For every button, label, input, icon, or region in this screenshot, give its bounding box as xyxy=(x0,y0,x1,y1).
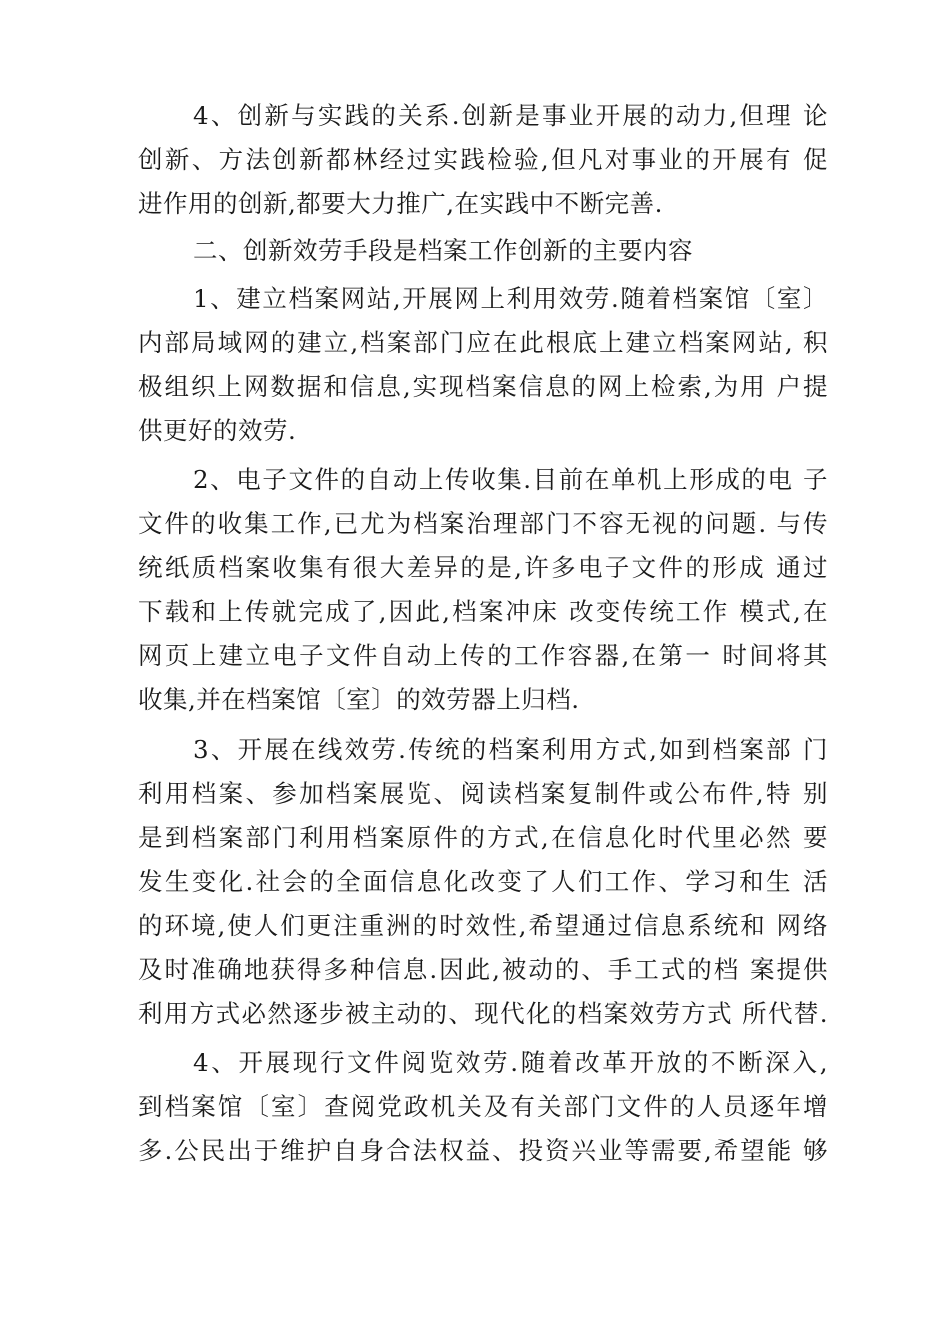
text-line: 文件的收集工作,已尤为档案治理部门不容无视的问题. 与传 xyxy=(138,509,828,538)
text-line: 进作用的创新,都要大力推广,在实践中不断完善. xyxy=(138,189,663,218)
text-line: 到档案馆〔室〕查阅党政机关及有关部门文件的人员逐年增 xyxy=(138,1092,828,1121)
text-line: 2、电子文件的自动上传收集.目前在单机上形成的电 子 xyxy=(193,465,828,494)
text-line: 4、创新与实践的关系.创新是事业开展的动力,但理 论 xyxy=(193,101,828,130)
text-line: 1、建立档案网站,开展网上利用效劳.随着档案馆〔室〕 xyxy=(193,284,828,313)
text-line: 下载和上传就完成了,因此,档案冲床 改变传统工作 模式,在 xyxy=(138,597,828,626)
text-line: 4、开展现行文件阅览效劳.随着改革开放的不断深入, xyxy=(193,1048,828,1077)
text-line: 网页上建立电子文件自动上传的工作容器,在第一 时间将其 xyxy=(138,641,828,670)
text-line: 的环境,使人们更注重洲的时效性,希望通过信息系统和 网络 xyxy=(138,911,828,940)
text-line: 收集,并在档案馆〔室〕的效劳器上归档. xyxy=(138,685,580,714)
text-line: 统纸质档案收集有很大差异的是,许多电子文件的形成 通过 xyxy=(138,553,828,582)
text-line: 3、开展在线效劳.传统的档案利用方式,如到档案部 门 xyxy=(193,735,828,764)
text-line: 内部局域网的建立,档案部门应在此根底上建立档案网站, 积 xyxy=(138,328,828,357)
text-line: 供更好的效劳. xyxy=(138,416,297,445)
text-line: 极组织上网数据和信息,实现档案信息的网上检索,为用 户提 xyxy=(138,372,828,401)
text-line: 发生变化.社会的全面信息化改变了人们工作、学习和生 活 xyxy=(138,867,828,896)
text-line: 利用档案、参加档案展览、阅读档案复制件或公布件,特 别 xyxy=(138,779,828,808)
text-line: 多.公民出于维护自身合法权益、投资兴业等需要,希望能 够 xyxy=(138,1136,828,1165)
section-heading: 二、创新效劳手段是档案工作创新的主要内容 xyxy=(193,236,693,265)
text-line: 及时准确地获得多种信息.因此,被动的、手工式的档 案提供 xyxy=(138,955,828,984)
text-line: 创新、方法创新都林经过实践检验,但凡对事业的开展有 促 xyxy=(138,145,828,174)
text-line: 是到档案部门利用档案原件的方式,在信息化时代里必然 要 xyxy=(138,823,828,852)
text-line: 利用方式必然逐步被主动的、现代化的档案效劳方式 所代替. xyxy=(138,999,828,1028)
